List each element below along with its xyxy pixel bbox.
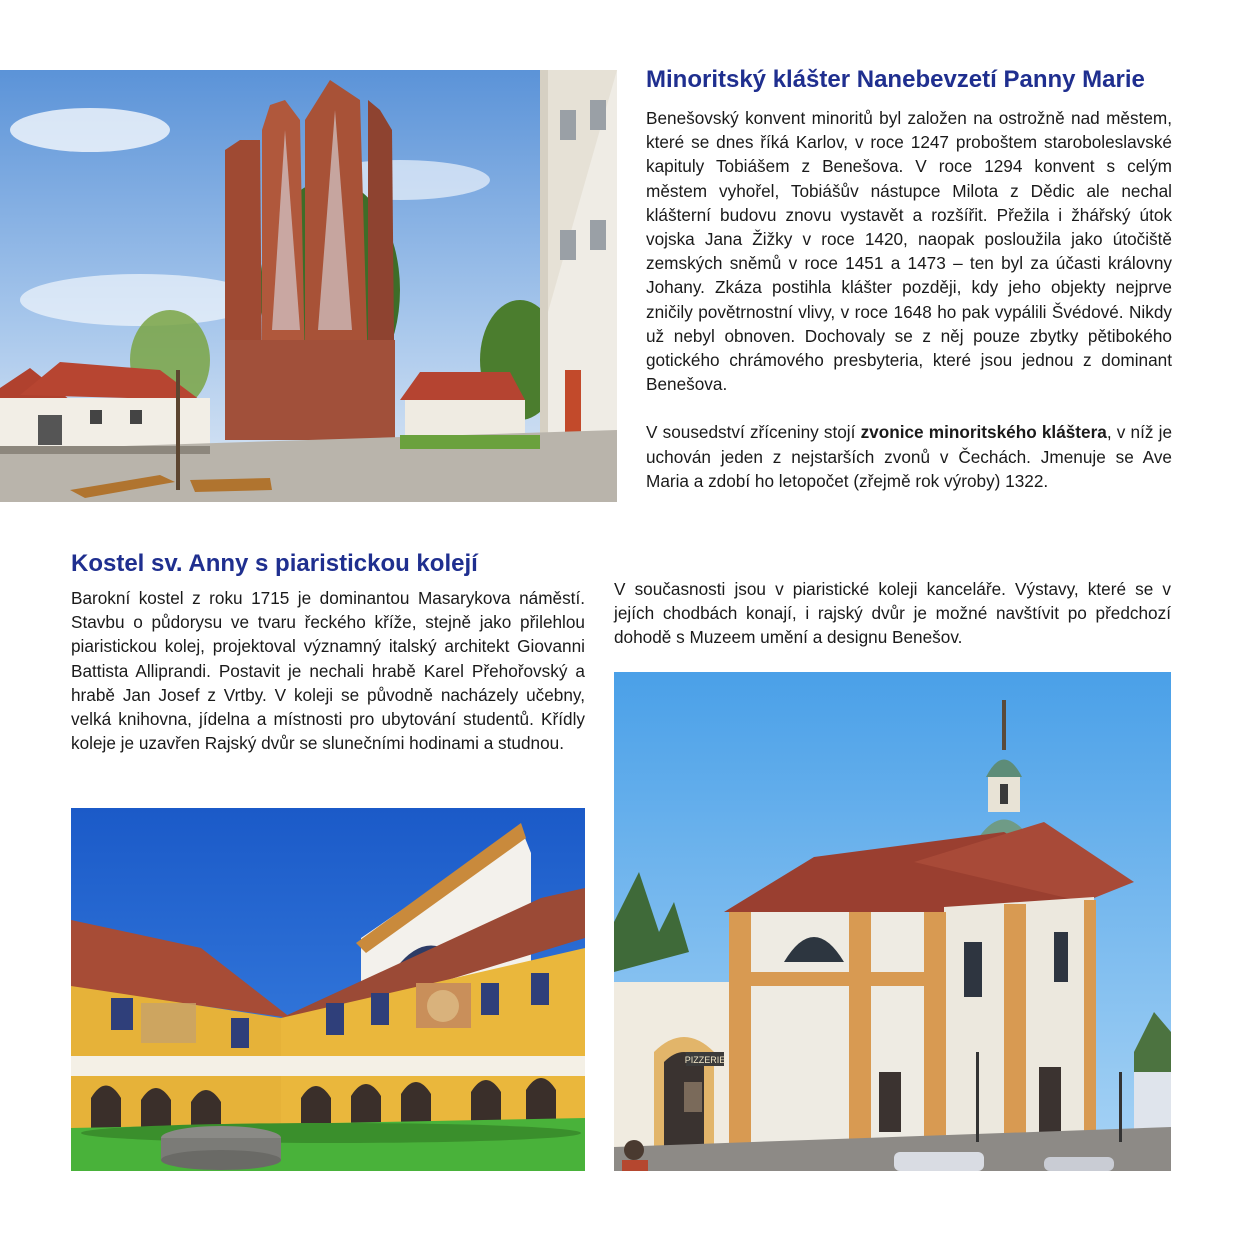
- bell-tower-bold: zvonice minoritského kláštera: [860, 422, 1107, 443]
- paragraph2-before: V sousedství zříceniny stojí: [646, 422, 861, 443]
- church-photo: [614, 672, 1171, 1171]
- section2-paragraph1: Barokní kostel z roku 1715 je dominantou Masarykova náměstí. Stavbu o půdorysu ve tvaru řeckého kříže, stejně jako přilehlou piaristickou kolej, projektoval významný italský architekt Giovanni Battista Alliprandi. Postavit je nechali hrabě Karel Přehořovský a hrabě Jan Josef z Vrtby. V koleji se původně nacházely učebny, velká knihovna, jídelna a místnosti pro ubytování studentů. Křídly koleje je uzavřen Rajský dvůr se slunečními hodinami a studnou.: [71, 588, 585, 754]
- pizzerie-sign: PIZZERIE: [684, 1055, 726, 1065]
- section2-paragraph2: V současnosti jsou v piaristické koleji kanceláře. Výstavy, které se v jejích chodbách konají, i rajský dvůr je možné navštívit po předchozí dohodě s Muzeem umění a designu Benešov.: [614, 579, 1171, 648]
- section1-title: Minoritský klášter Nanebevzetí Panny Marie: [646, 66, 1145, 93]
- courtyard-photo: [71, 808, 585, 1171]
- section1-paragraph1: Benešovský konvent minoritů byl založen na ostrožně nad městem, které se dnes říká Karlov, v roce 1247 proboštem staroboleslavské kapituly Tobiášem z Benešova. V roce 1294 konvent s celým městem vyhořel, Tobiášův nástupce Milota z Dědic ale nechal klášterní budovu znovu vystavět a rozšířit. Přežila i žhářský útok vojska Jana Žižky v roce 1420, naopak posloužila jako útočiště zemských sněmů v roce 1451 a 1473 – ten byl za účasti královny Johany. Zkáza postihla klášter později, kdy jeho objekty nejprve zničily povětrnostní vlivy, v roce 1648 ho pak vypálili Švédové. Nikdy už nebyl obnoven. Dochovaly se z něj pouze zbytky pětibokého gotického chrámového presbyteria, které jsou jednou z dominant Benešova.: [646, 108, 1172, 395]
- section1-paragraph2: [646, 420, 1172, 493]
- paragraph2-after: , v níž je uchován jeden z nejstarších zvonů v Čechách. Jmenuje se Ave Maria a zdobí ho letopočet (zřejmě rok výroby) 1322.: [646, 422, 1172, 491]
- section1-text: [646, 106, 1172, 493]
- section2-title: Kostel sv. Anny s piaristickou kolejí: [71, 550, 478, 577]
- monastery-ruin-photo: [0, 70, 617, 502]
